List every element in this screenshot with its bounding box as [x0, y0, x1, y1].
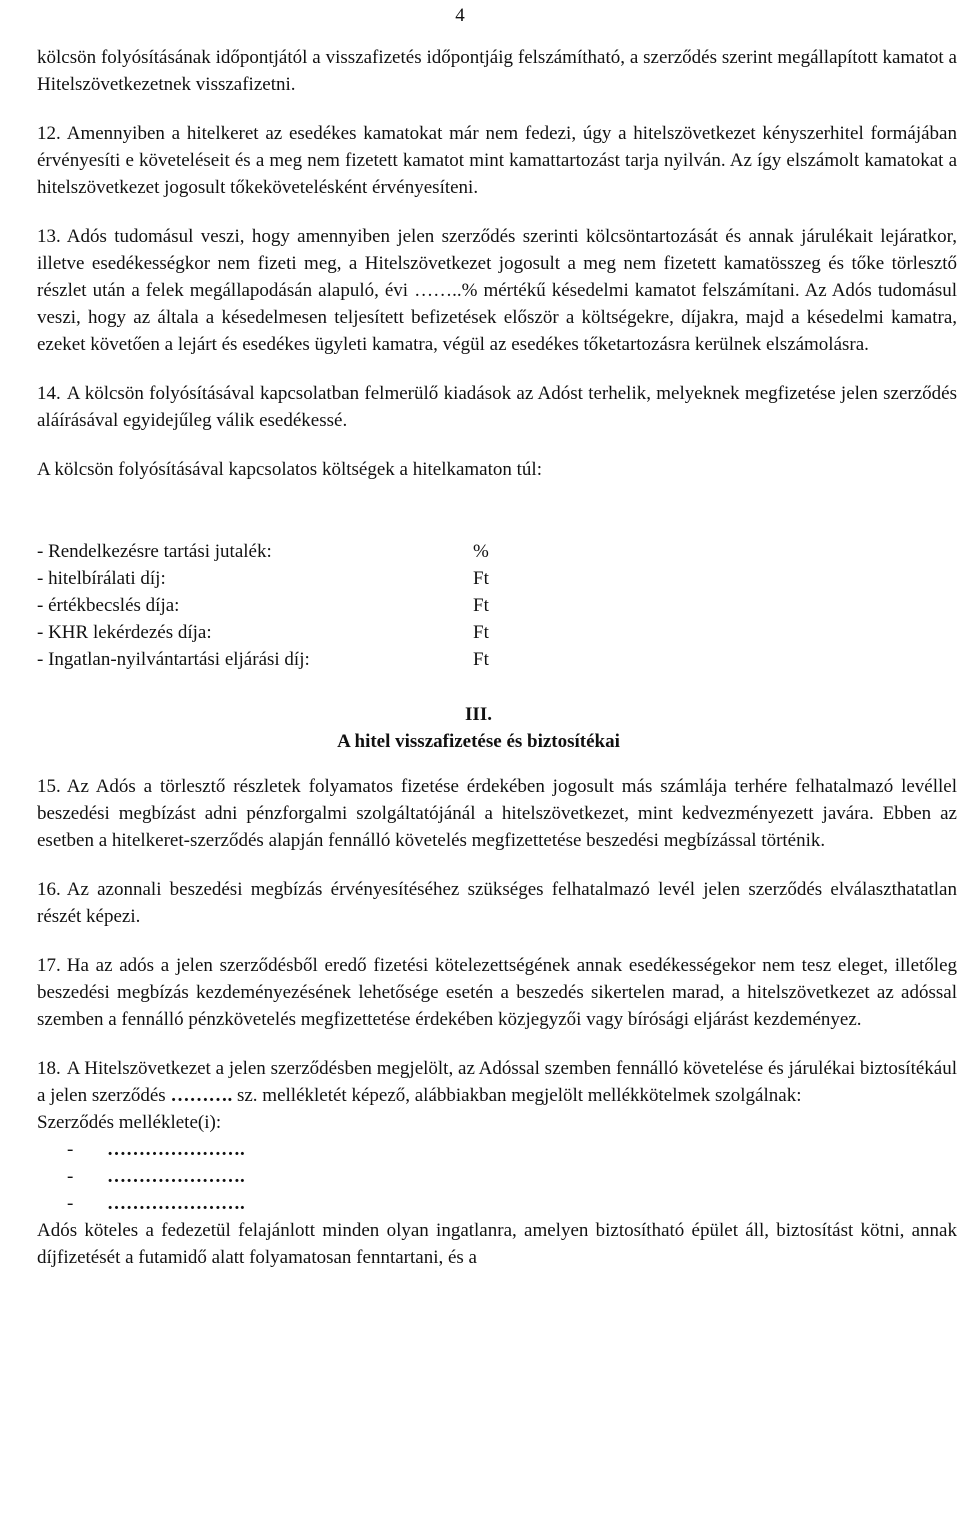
fee-label: - Ingatlan-nyilvántartási eljárási díj:	[37, 649, 310, 670]
fee-row	[37, 619, 507, 646]
clause-text-continued: sz. mellékletét képező, alábbiakban megjelölt mellékkötelmek szolgálnak:	[236, 1085, 802, 1106]
fee-row	[37, 592, 507, 619]
fee-label: - KHR lekérdezés díja:	[37, 622, 212, 643]
annex-dash: -	[67, 1166, 74, 1187]
fee-unit: Ft	[473, 622, 489, 643]
clause-13	[37, 223, 957, 358]
fees-intro: A kölcsön folyósításával kapcsolatos költségek a hitelkamaton túl:	[37, 459, 542, 480]
annex-label: Szerződés melléklete(i):	[37, 1112, 222, 1133]
fee-unit: %	[473, 541, 489, 562]
document-body	[37, 44, 957, 1271]
intro-paragraph: kölcsön folyósításának időpontjától a visszafizetés időpontjáig felszámítható, a szerződés szerint megállapított kamatot a Hitelszövetkezetnek visszafizetni.	[37, 47, 957, 95]
clause-text: Adós tudomásul veszi, hogy amennyiben jelen szerződés szerinti kölcsöntartozását és annak járulékait lejáratkor, illetve esedékességkor nem fizeti meg, a Hitelszövetkezet jogosult a meg nem fizetett kamatösszeg és tőke törlesztő részlet után a felek megállapodásán alapuló, évi ……..% mértékű késedelmi kamatot felszámítani. Az Adós tudomásul veszi, hogy az általa a késedelmesen teljesített befizetések először a költségekre, díjakra, majd a késedelmi kamatra, ezeket követően a lejárt és esedékes ügyleti kamatra, végül az esedékes tőketartozásra kerülnek elszámolásra.	[37, 226, 957, 355]
fee-unit: Ft	[473, 595, 489, 616]
clause-16	[37, 876, 957, 930]
clause-number: 14.	[37, 383, 61, 404]
annex-item	[67, 1190, 957, 1217]
annex-item	[67, 1136, 957, 1163]
annex-blank: ………………….	[107, 1193, 245, 1214]
clause-number: 16.	[37, 879, 61, 900]
fee-label: - hitelbírálati díj:	[37, 568, 166, 589]
clause-14	[37, 380, 957, 434]
annex-dash: -	[67, 1139, 74, 1160]
clause-number: 18.	[37, 1058, 61, 1079]
annex-number-blank: ……….	[170, 1085, 233, 1106]
clause-number: 15.	[37, 776, 61, 797]
annex-blank: ………………….	[107, 1166, 245, 1187]
clause-17	[37, 952, 957, 1033]
clause-text: A kölcsön folyósításával kapcsolatban felmerülő kiadások az Adóst terhelik, melyeknek megfizetése jelen szerződés aláírásával egyidejűleg válik esedékessé.	[37, 383, 957, 431]
clause-number: 12.	[37, 123, 61, 144]
annex-blank: ………………….	[107, 1139, 245, 1160]
fee-label: - értékbecslés díja:	[37, 595, 180, 616]
section-title: A hitel visszafizetése és biztosítékai	[337, 731, 620, 752]
fee-label: - Rendelkezésre tartási jutalék:	[37, 541, 272, 562]
clause-text: Az azonnali beszedési megbízás érvényesítéséhez szükséges felhatalmazó levél jelen szerződés elválaszthatatlan részét képezi.	[37, 879, 957, 927]
clause-number: 17.	[37, 955, 61, 976]
clause-18-closing: Adós köteles a fedezetül felajánlott minden olyan ingatlanra, amelyen biztosítható épület áll, biztosítást kötni, annak díjfizetését a futamidő alatt folyamatosan fenntartani, és a	[37, 1220, 957, 1268]
fee-row	[37, 565, 507, 592]
fee-unit: Ft	[473, 649, 489, 670]
clause-18	[37, 1055, 957, 1109]
annex-item	[67, 1163, 957, 1190]
clause-15	[37, 773, 957, 854]
clause-text: Amennyiben a hitelkeret az esedékes kamatokat már nem fedezi, úgy a hitelszövetkezet kényszerhitel formájában érvényesíti e követeléseit és a meg nem fizetett kamatot mint kamattartozást tarja nyilván. Az így elszámolt kamatokat a hitelszövetkezet jogosult tőkekövetelésként érvényesíteni.	[37, 123, 957, 198]
fee-unit: Ft	[473, 568, 489, 589]
clause-number: 13.	[37, 226, 61, 247]
clause-text: A Hitelszövetkezet a jelen szerződésben megjelölt, az Adóssal szemben fennálló követelése és járulékai biztosítékául a jelen szerződés	[37, 1058, 957, 1106]
fee-row	[37, 646, 507, 673]
clause-text: Az Adós a törlesztő részletek folyamatos fizetése érdekében jogosult más számlája terhére felhatalmazó levéllel beszedési megbízást adni pénzforgalmi szolgáltatójánál a hitelszövetkezet, mint kedvezményezett javára. Ebben az esetben a hitelkeret-szerződés alapján fennálló követelés megfizettetése beszedési megbízással történik.	[37, 776, 957, 851]
clause-12	[37, 120, 957, 201]
section-numeral: III.	[465, 704, 492, 725]
page-number: 4	[455, 5, 465, 26]
fee-row	[37, 538, 507, 565]
annex-dash: -	[67, 1193, 74, 1214]
fees-list	[37, 538, 507, 673]
section-heading	[37, 701, 957, 755]
clause-text: Ha az adós a jelen szerződésből eredő fizetési kötelezettségének annak esedékességekor nem tesz eleget, illetőleg beszedési megbízás kezdeményezésének lehetősége esetén a beszedés sikertelen marad, a hitelszövetkezet az adóssal szemben a fennálló pénzkövetelés megfizettetése érdekében közjegyzői vagy bírósági eljárást kezdeményez.	[37, 955, 957, 1030]
annex-list	[37, 1136, 957, 1217]
